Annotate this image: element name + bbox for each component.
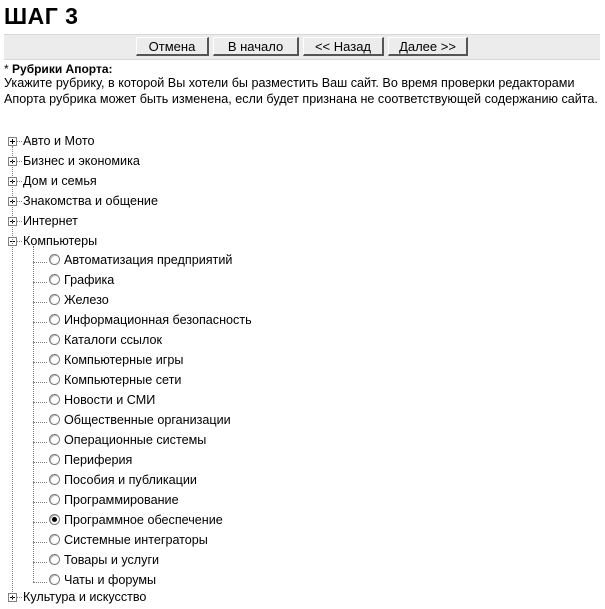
- subcategory-label: Компьютерные сети: [64, 373, 182, 387]
- expand-toggle-icon[interactable]: [8, 137, 17, 146]
- tree-connector: [33, 382, 47, 383]
- tree-connector: [17, 221, 22, 222]
- cancel-button[interactable]: Отмена: [136, 37, 209, 56]
- subcategory-label: Программирование: [64, 493, 179, 507]
- tree-connector: [33, 422, 47, 423]
- subcategory-radio[interactable]: [49, 474, 60, 485]
- tree-connector: [17, 181, 22, 182]
- tree-connector: [33, 462, 47, 463]
- subcategory-label: Общественные организации: [64, 413, 231, 427]
- subcategory-radio[interactable]: [49, 334, 60, 345]
- subcategory-radio[interactable]: [49, 254, 60, 265]
- subcategory-label: Компьютерные игры: [64, 353, 184, 367]
- subcategory-label: Пособия и публикации: [64, 473, 197, 487]
- tree-connector: [33, 582, 47, 583]
- category-4[interactable]: Интернет: [23, 214, 78, 228]
- tree-connector: [33, 322, 47, 323]
- tree-connector: [33, 442, 47, 443]
- subcategory-label: Железо: [64, 293, 109, 307]
- tree-connector: [33, 342, 47, 343]
- tree-connector: [17, 141, 22, 142]
- tree-connector: [33, 262, 47, 263]
- subcategory-radio[interactable]: [49, 454, 60, 465]
- back-button[interactable]: << Назад: [303, 37, 384, 56]
- subcategory-radio[interactable]: [49, 394, 60, 405]
- start-button[interactable]: В начало: [213, 37, 299, 56]
- subcategory-label: Каталоги ссылок: [64, 333, 162, 347]
- tree-connector: [17, 597, 22, 598]
- tree-connector: [33, 542, 47, 543]
- tree-connector: [17, 161, 22, 162]
- subcategory-label: Программное обеспечение: [64, 513, 223, 527]
- subcategory-label: Операционные системы: [64, 433, 207, 447]
- tree-connector: [33, 522, 47, 523]
- subcategory-label: Автоматизация предприятий: [64, 253, 233, 267]
- category-last[interactable]: Культура и искусство: [23, 590, 147, 604]
- tree-connector: [33, 282, 47, 283]
- subcategory-label: Системные интеграторы: [64, 533, 208, 547]
- category-2[interactable]: Дом и семья: [23, 174, 97, 188]
- subcategory-label: Графика: [64, 273, 115, 287]
- subcategory-radio[interactable]: [49, 554, 60, 565]
- tree-connector: [33, 562, 47, 563]
- next-button[interactable]: Далее >>: [388, 37, 468, 56]
- tree-trunk: [12, 146, 13, 602]
- subcategory-radio[interactable]: [49, 274, 60, 285]
- subcategory-radio[interactable]: [49, 534, 60, 545]
- tree-subline: [33, 246, 34, 582]
- tree-connector: [33, 362, 47, 363]
- subcategory-radio[interactable]: [49, 514, 60, 525]
- category-0[interactable]: Авто и Мото: [23, 134, 95, 148]
- tree-connector: [33, 502, 47, 503]
- subcategory-radio[interactable]: [49, 354, 60, 365]
- subcategory-radio[interactable]: [49, 294, 60, 305]
- required-marker: *: [4, 62, 9, 76]
- tree-connector: [33, 302, 47, 303]
- tree-connector: [33, 402, 47, 403]
- subcategory-label: Информационная безопасность: [64, 313, 252, 327]
- subcategory-radio[interactable]: [49, 434, 60, 445]
- subcategory-radio[interactable]: [49, 314, 60, 325]
- subcategory-radio[interactable]: [49, 574, 60, 585]
- page-title: ШАГ 3: [4, 3, 79, 29]
- tree-connector: [17, 201, 22, 202]
- instructions-text: Укажите рубрику, в которой Вы хотели бы разместить Ваш сайт. Во время проверки редакторами Апорта рубрика может быть изменена, если будет признана не соответствующей содержанию сайта.: [4, 76, 598, 106]
- subcategory-radio[interactable]: [49, 414, 60, 425]
- section-label: Рубрики Апорта:: [12, 62, 113, 76]
- subcategory-radio[interactable]: [49, 374, 60, 385]
- subcategory-radio[interactable]: [49, 494, 60, 505]
- category-5[interactable]: Компьютеры: [23, 234, 98, 248]
- subcategory-label: Периферия: [64, 453, 133, 467]
- subcategory-label: Новости и СМИ: [64, 393, 156, 407]
- subcategory-label: Чаты и форумы: [64, 573, 157, 587]
- category-3[interactable]: Знакомства и общение: [23, 194, 158, 208]
- tree-connector: [17, 241, 22, 242]
- category-1[interactable]: Бизнес и экономика: [23, 154, 140, 168]
- subcategory-label: Товары и услуги: [64, 553, 160, 567]
- tree-connector: [33, 482, 47, 483]
